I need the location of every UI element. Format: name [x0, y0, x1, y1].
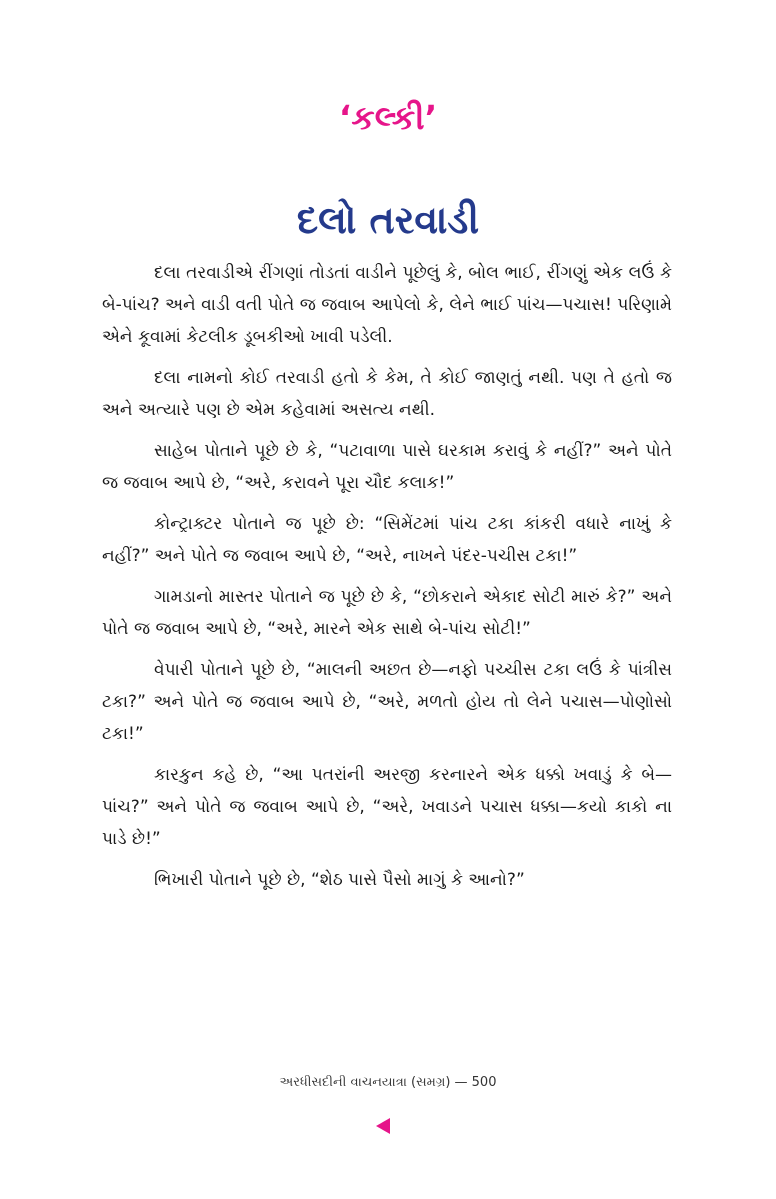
paragraph: ભિખારી પોતાને પૂછે છે, “શેઠ પાસે પૈસો માગું કે આનો?” [154, 870, 525, 890]
paragraph: દલા તરવાડીએ રીંગણાં તોડતાં વાડીને પૂછેલું કે, બોલ ભાઈ, રીંગણું એક લઉં કે બે-પાંચ? અને વાડી વતી પોતે જ જવાબ આપેલો કે, લેને ભાઈ પાંચ—પચાસ! પરિણામે એને કૂવામાં કેટલીક ડૂબકીઓ ખાવી પડેલી. [102, 263, 672, 347]
author-name: ‘કલ્કી’ [338, 98, 438, 137]
story-title: દલો તરવાડી [296, 198, 480, 242]
paragraph: વેપારી પોતાને પૂછે છે, “માલની અછત છે—નફો પચ્ચીસ ટકા લઉં કે પાંત્રીસ ટકા?” અને પોતે જ જવાબ આપે છે, “અરે, મળતો હોય તો લેને પચાસ—પોણોસો ટકા!” [102, 660, 672, 744]
story-body [102, 257, 672, 905]
paragraph: સાહેબ પોતાને પૂછે છે કે, “પટાવાળા પાસે ઘરકામ કરાવું કે નહીં?” અને પોતે જ જવાબ આપે છે, “અરે, કરાવને પૂરા ચૌદ કલાક!” [102, 441, 672, 493]
paragraph: કારકુન કહે છે, “આ પતરાંની અરજી કરનારને એક ધક્કો ખવાડું કે બે—પાંચ?” અને પોતે જ જવાબ આપે છે, “અરે, ખવાડને પચાસ ધક્કા—કયો કાકો ના પાડે છે!” [102, 765, 672, 849]
paragraph: કોન્ટ્રાક્ટર પોતાને જ પૂછે છે: “સિમેંટમાં પાંચ ટકા કાંકરી વધારે નાખું કે નહીં?” અને પોતે જ જવાબ આપે છે, “અરે, નાખને પંદર-પચીસ ટકા!” [102, 514, 672, 566]
prev-page-icon[interactable] [376, 1118, 390, 1134]
paragraph: દલા નામનો કોઈ તરવાડી હતો કે કેમ, તે કોઈ જાણતું નથી. પણ તે હતો જ અને અત્યારે પણ છે એમ કહેવામાં અસત્ય નથી. [102, 368, 672, 420]
paragraph: ગામડાનો માસ્તર પોતાને જ પૂછે છે કે, “છોકરાને એકાદ સોટી મારું કે?” અને પોતે જ જવાબ આપે છે, “અરે, મારને એક સાથે બે-પાંચ સોટી!” [102, 587, 672, 639]
page-footer: અરધીસદીની વાચનયાત્રા (સમગ્ર) — 500 [279, 1075, 497, 1090]
